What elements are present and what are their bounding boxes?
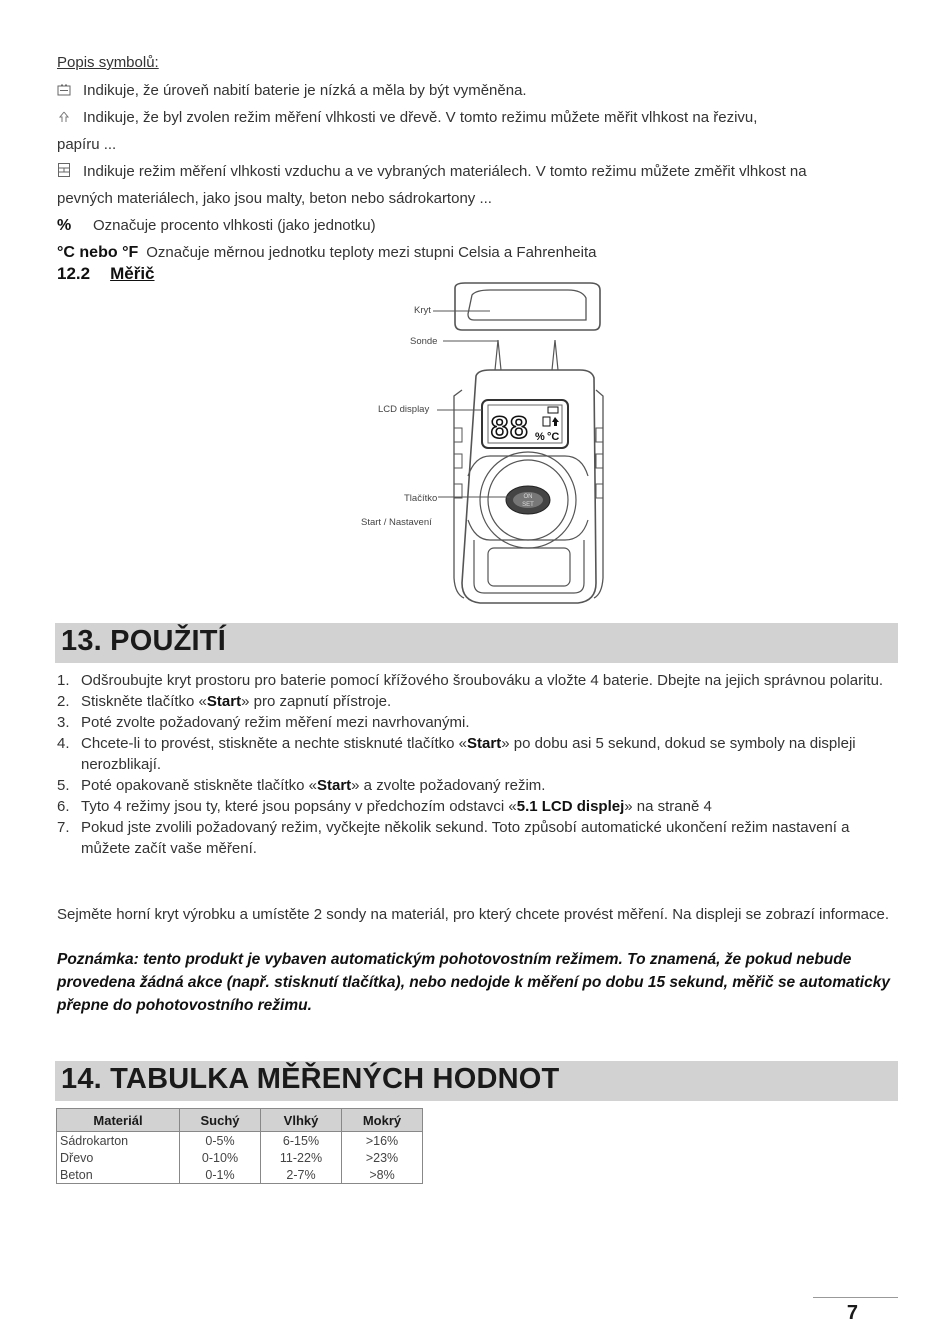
table-cell: >8% <box>342 1166 423 1184</box>
battery-icon <box>57 84 71 96</box>
usage-step-text: Stiskněte tlačítko « <box>81 693 207 710</box>
symbol-row-temp <box>57 239 897 266</box>
table-row <box>57 1166 423 1184</box>
label-lcd: LCD display <box>378 404 430 415</box>
meter-cover <box>455 283 600 330</box>
section-14-header <box>55 1061 898 1101</box>
symbol-row-wood <box>57 104 897 158</box>
symbol-text-wood-cont: papíru ... <box>57 136 117 153</box>
table-cell: 11-22% <box>261 1149 342 1166</box>
label-button: Tlačítko <box>404 493 438 504</box>
usage-step-text: Poté opakovaně stiskněte tlačítko « <box>81 777 317 794</box>
button-on-label: ON <box>523 494 533 500</box>
usage-step <box>57 691 899 712</box>
usage-steps <box>57 670 899 859</box>
wood-icon <box>57 111 71 123</box>
usage-step <box>57 670 899 691</box>
usage-step-text: Poté zvolte požadovaný režim měření mezi navrhovanými. <box>81 714 470 731</box>
table-cell: 0-10% <box>180 1149 261 1166</box>
percent-text: Označuje procento vlhkosti (jako jednotku) <box>93 217 376 234</box>
table-cell: >16% <box>342 1132 423 1150</box>
table-cell: 6-15% <box>261 1132 342 1150</box>
symbol-text-wood: Indikuje, že byl zvolen režim měření vlhkosti ve dřevě. V tomto režimu můžete měřit vlhkost na řezivu, <box>83 109 758 126</box>
table-cell: Dřevo <box>57 1149 180 1166</box>
usage-step-number: 7. <box>57 819 70 836</box>
symbol-text-building-cont: pevných materiálech, jako jsou malty, beton nebo sádrokartony ... <box>57 190 492 207</box>
building-icon <box>57 163 71 177</box>
meter-probes <box>495 340 558 370</box>
usage-step-number: 6. <box>57 798 70 815</box>
temp-symbol: °C nebo °F <box>57 244 139 261</box>
meter-diagram <box>350 278 610 610</box>
usage-step-text: Tyto 4 režimy jsou ty, které jsou popsány v předchozím odstavci « <box>81 798 517 815</box>
symbol-text-battery: Indikuje, že úroveň nabití baterie je nízká a měla by být vyměněna. <box>83 82 527 99</box>
standby-note: Poznámka: tento produkt je vybaven automatickým pohotovostním režimem. To znamená, že pokud nebude provedena žádná akce (např. stisknutí tlačítka), nebo nedojde k měření po dobu 15 sekund, měřič se automaticky přepne do pohotovostního režimu. <box>57 951 890 1014</box>
usage-step-number: 1. <box>57 672 70 689</box>
table-header: Materiál <box>57 1109 180 1132</box>
usage-step-number: 2. <box>57 693 70 710</box>
table-row <box>57 1132 423 1150</box>
table-cell: >23% <box>342 1149 423 1166</box>
usage-step-text: » pro zapnutí přístroje. <box>241 693 392 710</box>
usage-step-number: 5. <box>57 777 70 794</box>
meter-heading-title: Měřič <box>110 264 155 283</box>
table-header: Vlhký <box>261 1109 342 1132</box>
table-row <box>57 1149 423 1166</box>
symbol-text-building: Indikuje režim měření vlhkosti vzduchu a ve vybraných materiálech. V tomto režimu můžete změřit vlhkost na <box>83 163 807 180</box>
table-header: Mokrý <box>342 1109 423 1132</box>
usage-step-keyword: Start <box>206 693 242 710</box>
table-cell: Beton <box>57 1166 180 1184</box>
table-cell: Sádrokarton <box>57 1132 180 1150</box>
usage-step-text: Odšroubujte kryt prostoru pro baterie pomocí křížového šroubováku a vložte 4 baterie. Dbejte na jejich správnou polaritu. <box>81 672 884 689</box>
section-13-title: 13. POUŽITÍ <box>61 625 226 657</box>
symbol-row-building <box>57 158 897 212</box>
symbol-row-percent <box>57 212 897 239</box>
usage-step <box>57 817 899 859</box>
lcd-display <box>482 400 568 448</box>
usage-step-keyword: Start <box>316 777 352 794</box>
percent-symbol: % <box>57 217 72 234</box>
usage-step-keyword: 5.1 LCD displej <box>516 798 625 815</box>
table-header: Suchý <box>180 1109 261 1132</box>
label-probes: Sonde <box>410 336 438 347</box>
usage-step <box>57 733 899 775</box>
section-13-header <box>55 623 898 663</box>
meter-heading-num: 12.2 <box>57 264 91 283</box>
button-set-label: SET <box>522 502 534 508</box>
usage-step <box>57 796 899 817</box>
usage-step-text: Chcete-li to provést, stiskněte a nechte stisknuté tlačítko « <box>81 735 468 752</box>
label-button-sub: Start / Nastavení <box>361 517 432 528</box>
usage-step-text: Pokud jste zvolili požadovaný režim, vyčkejte několik sekund. Toto způsobí automatické ukončení režim nastavení a můžete začít vaše měření. <box>81 819 850 857</box>
usage-step <box>57 775 899 796</box>
table-cell: 0-5% <box>180 1132 261 1150</box>
table-header-row <box>57 1109 423 1132</box>
usage-paragraph: Sejměte horní kryt výrobku a umístěte 2 sondy na materiál, pro který chcete provést měření. Na displeji se zobrazí informace. <box>57 906 890 923</box>
label-cover: Kryt <box>414 305 431 316</box>
lcd-percent: % <box>535 431 545 443</box>
page-number-box <box>813 1297 898 1324</box>
usage-step-number: 3. <box>57 714 70 731</box>
values-table <box>56 1108 423 1184</box>
table-cell: 2-7% <box>261 1166 342 1184</box>
usage-step-number: 4. <box>57 735 70 752</box>
usage-step-text: » po dobu asi 5 sekund, dokud se symboly na displeji nerozblikají. <box>81 735 856 773</box>
usage-step-text: » a zvolte požadovaný režim. <box>351 777 546 794</box>
symbol-row-battery <box>57 77 897 104</box>
symbols-title: Popis symbolů: <box>57 54 159 71</box>
meter-heading <box>57 264 155 284</box>
usage-step-text: » na straně 4 <box>624 798 712 815</box>
usage-step-keyword: Start <box>467 735 502 752</box>
lcd-celsius: °C <box>547 431 560 443</box>
lcd-digits: 88 <box>490 411 529 448</box>
page-number: 7 <box>846 1302 858 1324</box>
section-14-title: 14. TABULKA MĚŘENÝCH HODNOT <box>61 1063 560 1095</box>
usage-step <box>57 712 899 733</box>
table-cell: 0-1% <box>180 1166 261 1184</box>
temp-text: Označuje měrnou jednotku teploty mezi stupni Celsia a Fahrenheita <box>146 244 597 261</box>
